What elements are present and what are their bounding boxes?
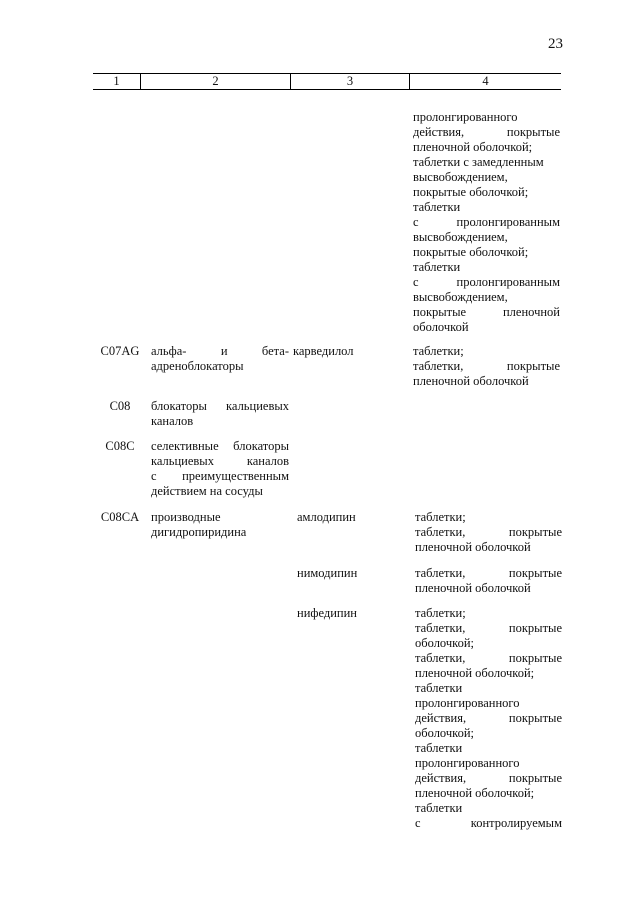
table-header-row [93,73,561,90]
form-line: таблетки с замедленным [413,155,544,169]
drug-name: нимодипин [297,566,358,580]
group-name: селективные блокаторы кальциевых каналов с преимущественным действием на сосуды [151,439,289,498]
form-line: пленочной оболочкой; [413,140,533,154]
header-col-3: 3 [346,74,354,88]
group-name: блокаторы кальциевых каналов [151,399,289,428]
dosage-forms: таблетки; таблетки, покрытые пленочной оболочкой [413,344,560,388]
header-col-4: 4 [482,74,489,88]
atc-code: C08CA [100,510,140,524]
form-line: высвобождением, [413,290,508,304]
form-line: оболочкой [413,320,469,334]
page-number: 23 [548,36,563,52]
dosage-forms: таблетки; таблетки, покрытые пленочной оболочкой [415,510,562,554]
dosage-forms: таблетки, покрытые пленочной оболочкой [415,566,562,595]
atc-code: C08C [105,439,135,453]
drug-name: амлодипин [297,510,356,524]
form-line: высвобождением, [413,170,508,184]
form-line: с пролонгированным [413,215,560,229]
drug-name: карведилол [293,344,354,358]
form-line: покрытые пленочной [413,305,560,319]
dosage-forms-continued [413,110,560,335]
form-line: покрытые оболочкой; [413,245,529,259]
form-line: таблетки [413,260,461,274]
header-col-2: 2 [212,74,219,88]
atc-code: C08 [109,399,131,413]
form-line: таблетки [413,200,461,214]
group-name: производные дигидропиридина [151,510,247,539]
form-line: действия, покрытые [413,125,560,139]
form-line: с пролонгированным [413,275,560,289]
form-line: высвобождением, [413,230,508,244]
atc-code: C07AG [100,344,140,358]
form-line: пролонгированного [413,110,518,124]
header-col-1: 1 [113,74,120,88]
form-line: покрытые оболочкой; [413,185,529,199]
group-name: альфа- и бета- адреноблокаторы [151,344,289,373]
dosage-forms: таблетки; таблетки, покрытые оболочкой; таблетки, покрытые пленочной оболочкой; таблетки пролонгированного действия, покрытые оболочкой; таблетки пролонгированного действия, покрытые пленочной оболочкой; таблетки с контролируемым [415,606,562,830]
drug-name: нифедипин [297,606,357,620]
